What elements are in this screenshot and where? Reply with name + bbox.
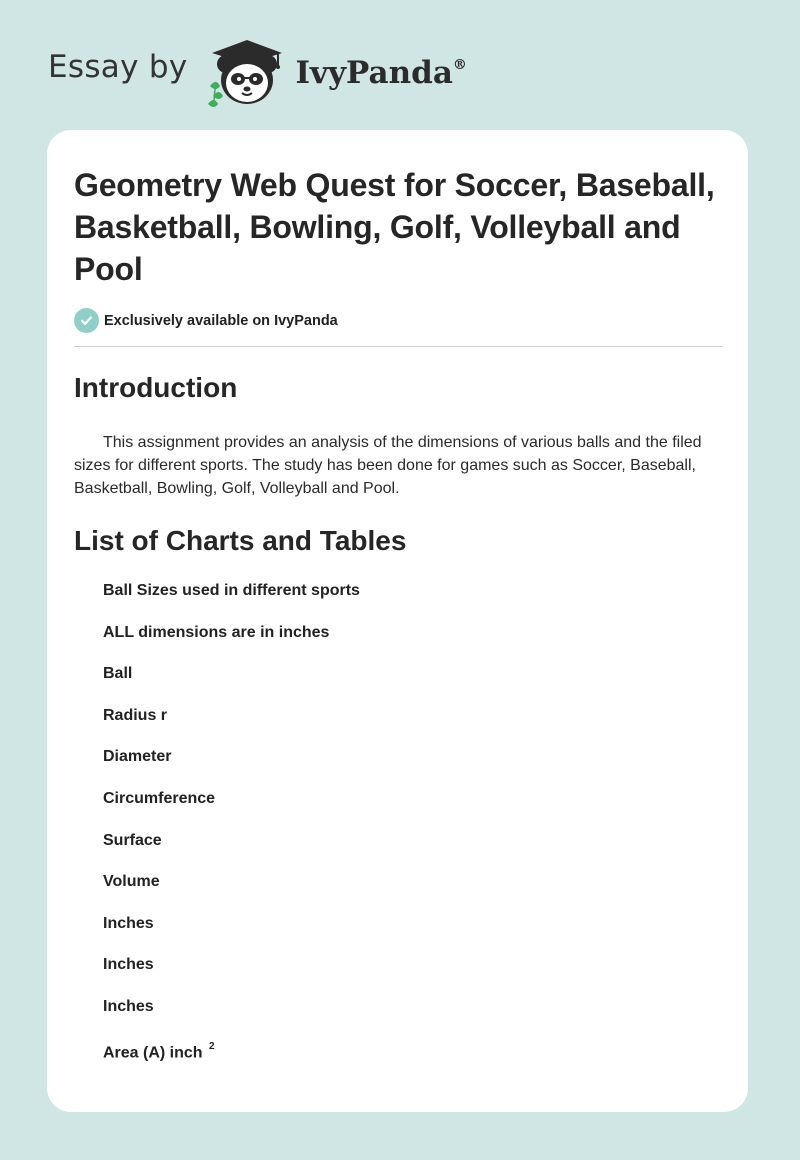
check-icon [74, 308, 99, 333]
list-item: Circumference [103, 789, 216, 807]
essay-title: Geometry Web Quest for Soccer, Baseball, Basketball, Bowling, Golf, Volleyball and Pool [74, 167, 715, 287]
brand-header [48, 34, 467, 108]
list-item: ALL dimensions are in inches [103, 623, 330, 641]
ivypanda-logo-icon[interactable] [204, 34, 290, 108]
title-divider [74, 346, 723, 347]
charts-tables-heading: List of Charts and Tables [74, 525, 407, 556]
list-item: Inches [103, 997, 154, 1015]
list-item-area: Area (A) inch $^2$ [103, 1040, 215, 1061]
essay-card [47, 130, 748, 1112]
list-item: Volume [103, 873, 160, 891]
list-item: Radius r [103, 706, 168, 724]
essay-by-label: Essay by [48, 48, 188, 85]
list-item: Surface [103, 831, 162, 849]
introduction-paragraph: This assignment provides an analysis of the dimensions of various balls and the filed sizes for different sports. The study has been done for games such as Soccer, Baseball, Basketball, Bowling, Golf, Volleyball and Pool. [74, 434, 702, 497]
exclusive-badge [74, 308, 721, 333]
list-item: Ball [103, 665, 133, 683]
exclusive-badge-label: Exclusively available on IvyPanda [104, 312, 338, 329]
list-item: Inches [103, 914, 154, 932]
list-item: Ball Sizes used in different sports [103, 582, 360, 599]
charts-tables-list [74, 580, 721, 1079]
list-item: Diameter [103, 748, 172, 766]
introduction-heading: Introduction [74, 372, 238, 403]
ivypanda-brand-name[interactable]: IvyPanda® [295, 54, 467, 91]
list-item: Inches [103, 956, 154, 974]
